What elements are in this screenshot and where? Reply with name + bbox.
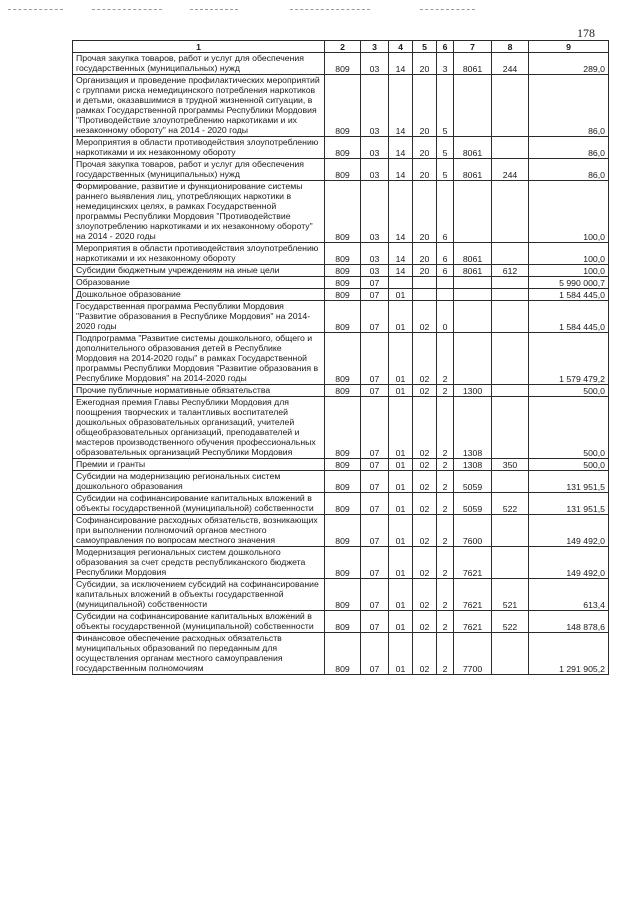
- program-code-cell: 02: [413, 633, 437, 675]
- subprogram-code-cell: 2: [437, 459, 454, 471]
- scan-edge-mark: [190, 9, 238, 10]
- amount-cell: 149 492,0: [529, 515, 609, 547]
- table-row: [73, 493, 609, 515]
- section-code-cell: 07: [361, 579, 389, 611]
- subprogram-code-cell: 2: [437, 385, 454, 397]
- expense-type-cell: 612: [492, 265, 529, 277]
- program-code-cell: 02: [413, 385, 437, 397]
- column-header: 6: [437, 41, 454, 53]
- ministry-code-cell: 809: [325, 547, 361, 579]
- ministry-code-cell: 809: [325, 471, 361, 493]
- column-header: 1: [73, 41, 325, 53]
- amount-cell: 100,0: [529, 265, 609, 277]
- amount-cell: 86,0: [529, 137, 609, 159]
- program-code-cell: [413, 277, 437, 289]
- row-name-cell: Формирование, развитие и функционирование системы раннего выявления лиц, употребляющих наркотики в немедицинских целях, в рамках Государственной программы Республики Мордовия "Противодействие злоупотреблению наркотиками и их незаконному обороту" на 2014 - 2020 годы: [73, 181, 325, 243]
- expense-type-cell: [492, 301, 529, 333]
- subsection-code-cell: 14: [389, 159, 413, 181]
- subprogram-code-cell: 5: [437, 75, 454, 137]
- scan-edge-mark: [420, 9, 475, 10]
- target-code-cell: 8061: [454, 159, 492, 181]
- program-code-cell: 02: [413, 493, 437, 515]
- subsection-code-cell: 01: [389, 579, 413, 611]
- subprogram-code-cell: 6: [437, 265, 454, 277]
- subprogram-code-cell: 3: [437, 53, 454, 75]
- amount-cell: 500,0: [529, 385, 609, 397]
- table-row: [73, 289, 609, 301]
- column-header: 2: [325, 41, 361, 53]
- ministry-code-cell: 809: [325, 397, 361, 459]
- section-code-cell: 07: [361, 289, 389, 301]
- target-code-cell: [454, 75, 492, 137]
- target-code-cell: [454, 181, 492, 243]
- program-code-cell: 20: [413, 265, 437, 277]
- subsection-code-cell: 01: [389, 471, 413, 493]
- target-code-cell: 1308: [454, 397, 492, 459]
- budget-table: [72, 40, 609, 675]
- ministry-code-cell: 809: [325, 459, 361, 471]
- table-row: [73, 385, 609, 397]
- table-row: [73, 611, 609, 633]
- program-code-cell: [413, 289, 437, 301]
- row-name-cell: Субсидии на софинансирование капитальных вложений в объекты государственной (муниципальной) собственности: [73, 493, 325, 515]
- subprogram-code-cell: 2: [437, 579, 454, 611]
- table-row: [73, 301, 609, 333]
- section-code-cell: 07: [361, 515, 389, 547]
- section-code-cell: 07: [361, 333, 389, 385]
- expense-type-cell: 350: [492, 459, 529, 471]
- program-code-cell: 02: [413, 515, 437, 547]
- subsection-code-cell: 01: [389, 633, 413, 675]
- amount-cell: 131 951,5: [529, 471, 609, 493]
- amount-cell: 1 579 479,2: [529, 333, 609, 385]
- expense-type-cell: [492, 137, 529, 159]
- section-code-cell: 03: [361, 137, 389, 159]
- subsection-code-cell: 01: [389, 301, 413, 333]
- column-header: 7: [454, 41, 492, 53]
- subsection-code-cell: 01: [389, 385, 413, 397]
- amount-cell: 86,0: [529, 75, 609, 137]
- target-code-cell: [454, 333, 492, 385]
- program-code-cell: 02: [413, 301, 437, 333]
- expense-type-cell: [492, 515, 529, 547]
- section-code-cell: 07: [361, 633, 389, 675]
- ministry-code-cell: 809: [325, 277, 361, 289]
- ministry-code-cell: 809: [325, 243, 361, 265]
- expense-type-cell: [492, 471, 529, 493]
- ministry-code-cell: 809: [325, 579, 361, 611]
- row-name-cell: Софинансирование расходных обязательств, возникающих при выполнении полномочий органов местного самоуправления по вопросам местного значения: [73, 515, 325, 547]
- amount-cell: 5 990 000,7: [529, 277, 609, 289]
- row-name-cell: Организация и проведение профилактических мероприятий с группами риска немедицинского потребления наркотиков и детьми, оказавшимися в трудной жизненной ситуации, в рамках Государственной программы Республики Мордовия "Противодействие злоупотреблению наркотиками и их незаконному обороту" на 2014 - 2020 годы: [73, 75, 325, 137]
- ministry-code-cell: 809: [325, 493, 361, 515]
- table-row: [73, 633, 609, 675]
- table-row: [73, 547, 609, 579]
- subsection-code-cell: [389, 277, 413, 289]
- row-name-cell: Субсидии на модернизацию региональных систем дошкольного образования: [73, 471, 325, 493]
- section-code-cell: 03: [361, 265, 389, 277]
- section-code-cell: 07: [361, 493, 389, 515]
- ministry-code-cell: 809: [325, 137, 361, 159]
- table-row: [73, 265, 609, 277]
- expense-type-cell: [492, 277, 529, 289]
- row-name-cell: Субсидии бюджетным учреждениям на иные цели: [73, 265, 325, 277]
- table-body: [73, 41, 609, 675]
- section-code-cell: 03: [361, 159, 389, 181]
- expense-type-cell: [492, 289, 529, 301]
- section-code-cell: 07: [361, 277, 389, 289]
- expense-type-cell: [492, 397, 529, 459]
- scan-edge-mark: [290, 9, 370, 10]
- section-code-cell: 07: [361, 611, 389, 633]
- program-code-cell: 02: [413, 459, 437, 471]
- subsection-code-cell: 01: [389, 493, 413, 515]
- table-row: [73, 159, 609, 181]
- subsection-code-cell: 14: [389, 53, 413, 75]
- program-code-cell: 02: [413, 611, 437, 633]
- subprogram-code-cell: 2: [437, 515, 454, 547]
- table-row: [73, 515, 609, 547]
- program-code-cell: 20: [413, 137, 437, 159]
- expense-type-cell: [492, 181, 529, 243]
- section-code-cell: 03: [361, 75, 389, 137]
- subprogram-code-cell: 5: [437, 137, 454, 159]
- ministry-code-cell: 809: [325, 301, 361, 333]
- row-name-cell: Образование: [73, 277, 325, 289]
- subprogram-code-cell: 2: [437, 397, 454, 459]
- column-header: 4: [389, 41, 413, 53]
- target-code-cell: [454, 301, 492, 333]
- section-code-cell: 07: [361, 397, 389, 459]
- section-code-cell: 03: [361, 53, 389, 75]
- amount-cell: 1 291 905,2: [529, 633, 609, 675]
- program-code-cell: 02: [413, 333, 437, 385]
- program-code-cell: 02: [413, 471, 437, 493]
- program-code-cell: 20: [413, 53, 437, 75]
- table-row: [73, 333, 609, 385]
- scan-edge-mark: [92, 9, 162, 10]
- row-name-cell: Ежегодная премия Главы Республики Мордовия для поощрения творческих и талантливых воспитателей дошкольных образовательных организаций, учителей общеобразовательных организаций, преподавателей и мастеров производственного обучения профессиональных образовательных организаций Республики Мордовия: [73, 397, 325, 459]
- subsection-code-cell: 01: [389, 515, 413, 547]
- subprogram-code-cell: 6: [437, 181, 454, 243]
- ministry-code-cell: 809: [325, 333, 361, 385]
- amount-cell: 1 584 445,0: [529, 301, 609, 333]
- target-code-cell: 7621: [454, 611, 492, 633]
- expense-type-cell: 244: [492, 53, 529, 75]
- table-row: [73, 397, 609, 459]
- program-code-cell: 20: [413, 75, 437, 137]
- ministry-code-cell: 809: [325, 385, 361, 397]
- row-name-cell: Модернизация региональных систем дошкольного образования за счет средств республиканского бюджета Республики Мордовия: [73, 547, 325, 579]
- amount-cell: 500,0: [529, 459, 609, 471]
- expense-type-cell: 244: [492, 159, 529, 181]
- subsection-code-cell: 14: [389, 243, 413, 265]
- subsection-code-cell: 01: [389, 333, 413, 385]
- target-code-cell: 8061: [454, 53, 492, 75]
- section-code-cell: 07: [361, 385, 389, 397]
- section-code-cell: 03: [361, 243, 389, 265]
- amount-cell: 131 951,5: [529, 493, 609, 515]
- program-code-cell: 02: [413, 397, 437, 459]
- table-header-row: [73, 41, 609, 53]
- expense-type-cell: [492, 633, 529, 675]
- row-name-cell: Прочая закупка товаров, работ и услуг для обеспечения государственных (муниципальных) нужд: [73, 159, 325, 181]
- ministry-code-cell: 809: [325, 265, 361, 277]
- subsection-code-cell: 14: [389, 265, 413, 277]
- table-row: [73, 277, 609, 289]
- section-code-cell: 07: [361, 471, 389, 493]
- subsection-code-cell: 01: [389, 611, 413, 633]
- row-name-cell: Прочая закупка товаров, работ и услуг для обеспечения государственных (муниципальных) нужд: [73, 53, 325, 75]
- subsection-code-cell: 01: [389, 397, 413, 459]
- ministry-code-cell: 809: [325, 633, 361, 675]
- target-code-cell: 8061: [454, 265, 492, 277]
- table-row: [73, 181, 609, 243]
- amount-cell: 289,0: [529, 53, 609, 75]
- section-code-cell: 07: [361, 301, 389, 333]
- subprogram-code-cell: 2: [437, 471, 454, 493]
- amount-cell: 500,0: [529, 397, 609, 459]
- subsection-code-cell: 01: [389, 547, 413, 579]
- expense-type-cell: [492, 75, 529, 137]
- subprogram-code-cell: 6: [437, 243, 454, 265]
- ministry-code-cell: 809: [325, 289, 361, 301]
- table-row: [73, 471, 609, 493]
- target-code-cell: 5059: [454, 471, 492, 493]
- table-row: [73, 243, 609, 265]
- expense-type-cell: 521: [492, 579, 529, 611]
- target-code-cell: [454, 277, 492, 289]
- amount-cell: 86,0: [529, 159, 609, 181]
- target-code-cell: 7600: [454, 515, 492, 547]
- expense-type-cell: [492, 333, 529, 385]
- row-name-cell: Финансовое обеспечение расходных обязательств муниципальных образований по переданным для осуществления органам местного самоуправления государственным полномочиям: [73, 633, 325, 675]
- subsection-code-cell: 14: [389, 75, 413, 137]
- scan-edge-mark: [8, 9, 63, 10]
- column-header: 5: [413, 41, 437, 53]
- ministry-code-cell: 809: [325, 515, 361, 547]
- subprogram-code-cell: 0: [437, 301, 454, 333]
- amount-cell: 1 584 445,0: [529, 289, 609, 301]
- column-header: 3: [361, 41, 389, 53]
- program-code-cell: 20: [413, 159, 437, 181]
- expense-type-cell: 522: [492, 493, 529, 515]
- target-code-cell: 1300: [454, 385, 492, 397]
- amount-cell: 148 878,6: [529, 611, 609, 633]
- ministry-code-cell: 809: [325, 53, 361, 75]
- subprogram-code-cell: 2: [437, 611, 454, 633]
- target-code-cell: 1308: [454, 459, 492, 471]
- program-code-cell: 02: [413, 579, 437, 611]
- row-name-cell: Подпрограмма "Развитие системы дошкольного, общего и дополнительного образования детей в Республике Мордовия на 2014-2020 годы" в рамках Государственной программы Республики Мордовия "Развитие образования в Республике Мордовия" на 2014-2020 годы: [73, 333, 325, 385]
- ministry-code-cell: 809: [325, 611, 361, 633]
- subsection-code-cell: 14: [389, 181, 413, 243]
- amount-cell: 100,0: [529, 181, 609, 243]
- row-name-cell: Прочие публичные нормативные обязательства: [73, 385, 325, 397]
- program-code-cell: 20: [413, 243, 437, 265]
- subprogram-code-cell: 2: [437, 333, 454, 385]
- program-code-cell: 20: [413, 181, 437, 243]
- ministry-code-cell: 809: [325, 75, 361, 137]
- target-code-cell: 7621: [454, 579, 492, 611]
- amount-cell: 613,4: [529, 579, 609, 611]
- section-code-cell: 07: [361, 547, 389, 579]
- row-name-cell: Субсидии на софинансирование капитальных вложений в объекты государственной (муниципальной) собственности: [73, 611, 325, 633]
- subsection-code-cell: 01: [389, 289, 413, 301]
- expense-type-cell: [492, 385, 529, 397]
- table-row: [73, 459, 609, 471]
- page-number: 178: [577, 26, 595, 40]
- row-name-cell: Государственная программа Республики Мордовия "Развитие образования в Республике Мордовия" на 2014-2020 годы: [73, 301, 325, 333]
- column-header: 9: [529, 41, 609, 53]
- amount-cell: 100,0: [529, 243, 609, 265]
- expense-type-cell: 522: [492, 611, 529, 633]
- target-code-cell: 7621: [454, 547, 492, 579]
- target-code-cell: 8061: [454, 137, 492, 159]
- table-row: [73, 53, 609, 75]
- subprogram-code-cell: 2: [437, 547, 454, 579]
- subsection-code-cell: 01: [389, 459, 413, 471]
- target-code-cell: 7700: [454, 633, 492, 675]
- ministry-code-cell: 809: [325, 181, 361, 243]
- row-name-cell: Мероприятия в области противодействия злоупотреблению наркотиками и их незаконному обороту: [73, 243, 325, 265]
- target-code-cell: [454, 289, 492, 301]
- subprogram-code-cell: 2: [437, 633, 454, 675]
- row-name-cell: Субсидии, за исключением субсидий на софинансирование капитальных вложений в объекты государственной (муниципальной) собственности: [73, 579, 325, 611]
- table-row: [73, 75, 609, 137]
- subprogram-code-cell: 5: [437, 159, 454, 181]
- row-name-cell: Премии и гранты: [73, 459, 325, 471]
- row-name-cell: Мероприятия в области противодействия злоупотреблению наркотиками и их незаконному обороту: [73, 137, 325, 159]
- expense-type-cell: [492, 547, 529, 579]
- section-code-cell: 03: [361, 181, 389, 243]
- program-code-cell: 02: [413, 547, 437, 579]
- table-row: [73, 137, 609, 159]
- amount-cell: 149 492,0: [529, 547, 609, 579]
- table-row: [73, 579, 609, 611]
- subsection-code-cell: 14: [389, 137, 413, 159]
- target-code-cell: 8061: [454, 243, 492, 265]
- section-code-cell: 07: [361, 459, 389, 471]
- row-name-cell: Дошкольное образование: [73, 289, 325, 301]
- expense-type-cell: [492, 243, 529, 265]
- target-code-cell: 5059: [454, 493, 492, 515]
- subprogram-code-cell: 2: [437, 493, 454, 515]
- subprogram-code-cell: [437, 289, 454, 301]
- subprogram-code-cell: [437, 277, 454, 289]
- ministry-code-cell: 809: [325, 159, 361, 181]
- column-header: 8: [492, 41, 529, 53]
